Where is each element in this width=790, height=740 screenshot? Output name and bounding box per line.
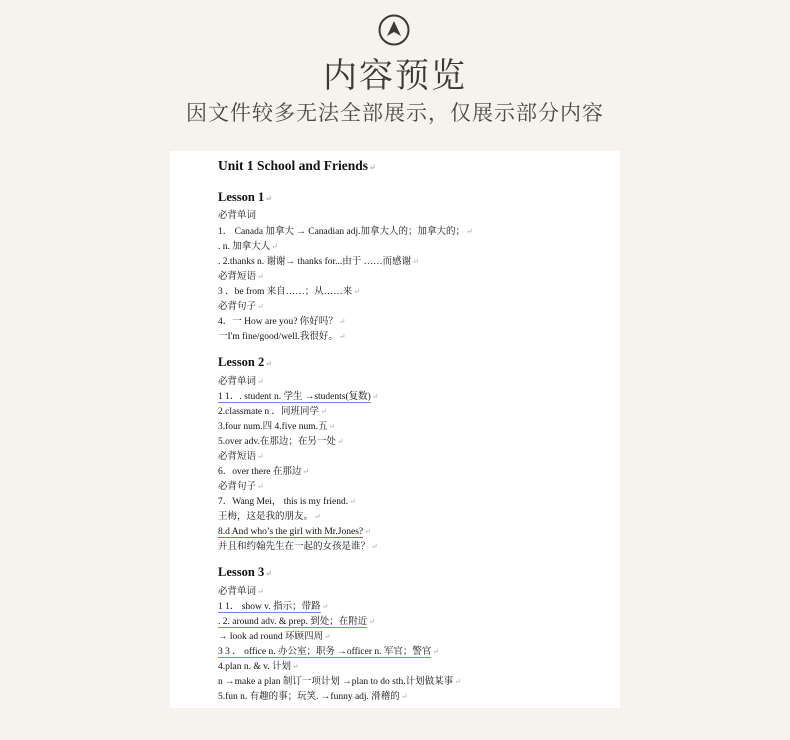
document-content	[218, 157, 613, 704]
document-line: 3 3 ． office n. 办公室；职务 →officer n. 军官；警官↵	[218, 647, 440, 657]
document-line: 4．一 How are you? 你好吗？↵	[218, 317, 346, 327]
document-line: 7．Wang Mei， this is my friend.↵	[218, 497, 356, 507]
document-line: 必背单词	[218, 211, 257, 221]
document-line: . 2. around adv. & prep. 到处；在附近↵	[218, 617, 375, 627]
document-line: . n. 加拿大人↵	[218, 242, 278, 252]
document-line: 6．over there 在那边↵	[218, 467, 310, 477]
document-line: 必背句子↵	[218, 482, 264, 492]
document-line: . 2.thanks n. 谢谢→ thanks for...由于 ……而感谢↵	[218, 257, 419, 267]
document-line: 4.plan n. & v. 计划↵	[218, 662, 299, 672]
document-line: 必背单词↵	[218, 377, 264, 387]
document-line: 3.four num.四 4.five num.五↵	[218, 422, 336, 432]
document-line: → look ad round 环顾四周↵	[218, 632, 331, 642]
document-line: 一I'm fine/good/well.我很好。↵	[218, 332, 346, 342]
document-line: 王梅，这是我的朋友。↵	[218, 512, 321, 522]
document-line: 5.over adv.在那边；在另一处↵	[218, 437, 344, 447]
document-line: 必背单词↵	[218, 587, 264, 597]
document-line: n →make a plan 制订一项计划 →plan to do sth.计划做某事↵	[218, 677, 461, 687]
document-line: 8.d And who’s the girl with Mr.Jones?↵	[218, 527, 371, 537]
arrow-up-circle-icon	[378, 14, 410, 46]
document-line: 1 1．. student n. 学生 →students(复数)↵	[218, 392, 379, 402]
document-line: 必背句子↵	[218, 302, 264, 312]
document-line: 3 ．be from 来自……；从……来↵	[218, 287, 361, 297]
document-line: 5.fun n. 有趣的事；玩笑. →funny adj. 滑稽的↵	[218, 692, 408, 702]
document-line: 并且和约翰先生在一起的女孩是谁？↵	[218, 542, 378, 552]
document-preview	[170, 151, 620, 708]
page-subtitle: 因文件较多无法全部展示，仅展示部分内容	[186, 101, 604, 125]
lesson-heading: Lesson 1↵	[218, 190, 272, 204]
document-line: 1． Canada 加拿大 → Canadian adj.加拿大人的；加拿大的；↵	[218, 227, 473, 237]
document-title: Unit 1 School and Friends↵	[218, 158, 376, 173]
document-line: 2.classmate n ．同班同学↵	[218, 407, 327, 417]
lesson-heading: Lesson 3↵	[218, 565, 272, 579]
document-line: 必背短语↵	[218, 272, 264, 282]
document-line: 必背短语↵	[218, 452, 264, 462]
lesson-heading: Lesson 2↵	[218, 355, 272, 369]
document-line: 1 1． show v. 指示；带路↵	[218, 602, 329, 612]
page-title: 内容预览	[323, 56, 467, 96]
